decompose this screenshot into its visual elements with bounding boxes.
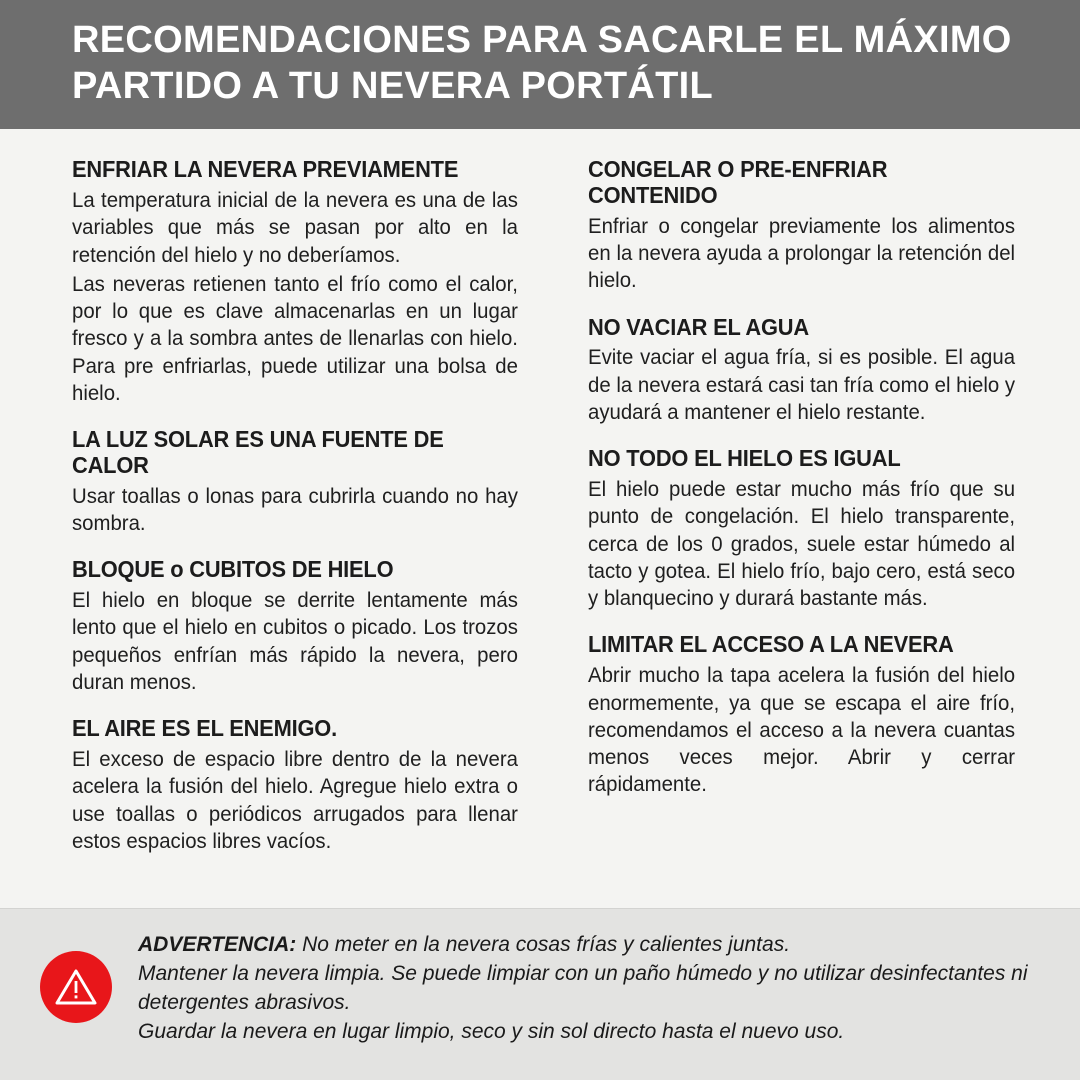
warning-footer — [0, 908, 1080, 1080]
content-columns — [0, 129, 1080, 908]
section-heading: NO VACIAR EL AGUA — [587, 313, 809, 340]
section-heading: LA LUZ SOLAR ES UNA FUENTE DE CALOR — [72, 426, 444, 479]
page-title: RECOMENDACIONES PARA SACARLE EL MÁXIMO PARTIDO A TU NEVERA PORTÁTIL — [72, 19, 1012, 107]
section-limitar-el-acceso-a-la-nevera — [588, 632, 1028, 798]
section-paragraph: El hielo en bloque se derrite lentamente más lento que el hielo en cubitos o picado. Los trozos pequeños enfrían más rápido la nevera, pero duran menos. — [72, 589, 518, 695]
warning-triangle-icon — [40, 951, 112, 1023]
section-heading: NO TODO EL HIELO ES IGUAL — [587, 445, 901, 472]
warning-line-1 — [138, 931, 1046, 960]
section-paragraph: Enfriar o congelar previamente los alimentos en la nevera ayuda a prolongar la retención del hielo. — [587, 214, 1015, 293]
section-la-luz-solar-es-una-fuente-de-calor — [72, 427, 532, 537]
header-banner — [0, 0, 1080, 129]
section-paragraph: Las neveras retienen tanto el frío como el calor, por lo que es clave almacenarlas en un lugar fresco y a la sombra antes de llenarlas con hielo. Para pre enfriarlas, puede utilizar una bolsa de hielo. — [72, 272, 518, 406]
section-paragraph: Abrir mucho la tapa acelera la fusión del hielo enormemente, ya que se escapa el aire frío, recomendamos el acceso a la nevera cuantas menos veces mejor. Abrir y cerrar rápidamente. — [587, 664, 1015, 797]
section-heading: LIMITAR EL ACCESO A LA NEVERA — [587, 631, 954, 658]
section-no-todo-el-hielo-es-igual — [588, 446, 1028, 612]
section-heading: ENFRIAR LA NEVERA PREVIAMENTE — [72, 156, 459, 183]
section-paragraph: El hielo puede estar mucho más frío que su punto de congelación. El hielo transparente, cerca de los 0 grados, suele estar húmedo al tacto y gotea. El hielo frío, bajo cero, está seco y blanquecino y durará bastante más. — [587, 477, 1015, 611]
section-paragraph: Usar toallas o lonas para cubrirla cuando no hay sombra. — [72, 484, 518, 536]
warning-line-1-text: No meter en la nevera cosas frías y calientes juntas. — [296, 933, 791, 956]
section-heading: BLOQUE o CUBITOS DE HIELO — [72, 556, 394, 583]
section-paragraph: La temperatura inicial de la nevera es una de las variables que más se pasan por alto en la retención del hielo y no deberíamos. — [72, 188, 518, 267]
right-column — [588, 157, 1028, 908]
warning-line-2: Mantener la nevera limpia. Se puede limpiar con un paño húmedo y no utilizar desinfectantes ni detergentes abrasivos. — [138, 961, 1028, 1014]
left-column — [72, 157, 532, 908]
section-paragraph: El exceso de espacio libre dentro de la nevera acelera la fusión del hielo. Agregue hielo extra o use toallas o periódicos arrugados para llenar estos espacios libres vacíos. — [72, 748, 518, 853]
section-paragraph: Evite vaciar el agua fría, si es posible. El agua de la nevera estará casi tan fría como el hielo y ayudará a mantener el hielo restante. — [587, 346, 1015, 424]
warning-text — [138, 929, 1046, 1047]
section-congelar-o-pre-enfriar-contenido — [588, 157, 1028, 294]
warning-lead-label: ADVERTENCIA: — [138, 933, 297, 956]
warning-line-3: Guardar la nevera en lugar limpio, seco y sin sol directo hasta el nuevo uso. — [138, 1019, 845, 1043]
section-el-aire-es-el-enemigo — [72, 716, 532, 855]
section-bloque-o-cubitos-de-hielo — [72, 557, 532, 696]
warning-icon-container — [40, 929, 112, 1023]
section-enfriar-la-nevera-previamente — [72, 157, 532, 407]
section-heading: EL AIRE ES EL ENEMIGO. — [72, 715, 337, 742]
section-heading: CONGELAR O PRE-ENFRIAR CONTENIDO — [587, 156, 888, 208]
section-no-vaciar-el-agua — [588, 315, 1028, 427]
